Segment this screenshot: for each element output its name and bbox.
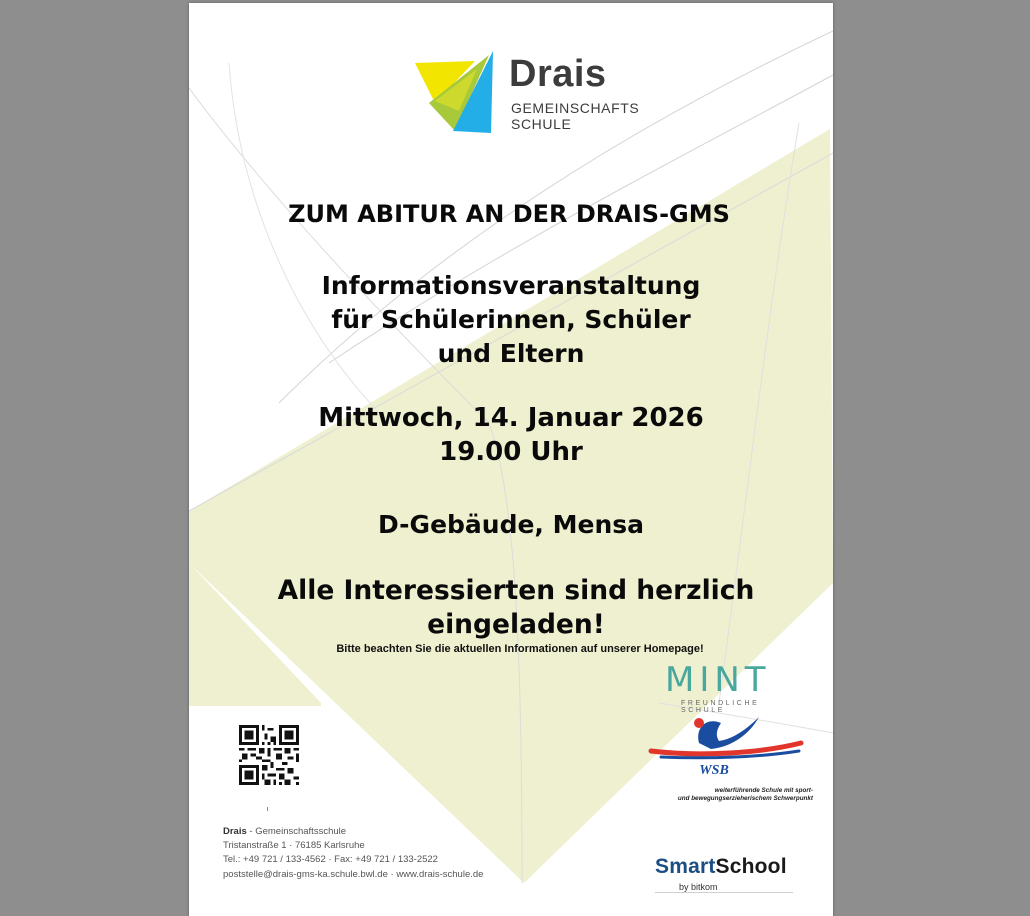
logo-subtitle-2: SCHULE: [511, 116, 572, 132]
mint-logo: [665, 660, 791, 714]
wsb-logo: [641, 713, 811, 808]
smartschool-sub: by bitkom: [679, 882, 718, 892]
time-line: 19.00 Uhr: [439, 436, 583, 467]
qr-code[interactable]: [239, 725, 299, 785]
address-web: poststelle@drais-gms-ka.schule.bwl.de · www.drais-schule.de: [223, 868, 484, 880]
wsb-emblem-icon: [641, 713, 811, 765]
smartschool-word: [655, 855, 787, 879]
smartschool-part-1: Smart: [655, 855, 716, 878]
small-mark: [267, 807, 268, 811]
headline: ZUM ABITUR AN DER DRAIS-GMS: [288, 200, 730, 228]
event-line-3: und Eltern: [437, 339, 585, 368]
school-address: [223, 825, 483, 882]
address-name: [223, 825, 483, 839]
homepage-notice: Bitte beachten Sie die aktuellen Informationen auf unserer Homepage!: [336, 643, 704, 655]
address-phone: Tel.: +49 721 / 133-4562 · Fax: +49 721 / 133-2522: [223, 854, 438, 866]
wsb-tag-line-2: und bewegungserzieherischem Schwerpunkt: [677, 795, 813, 802]
date-line: Mittwoch, 14. Januar 2026: [318, 403, 704, 433]
event-date: [189, 402, 833, 470]
wsb-logo-tagline: [663, 787, 813, 803]
event-title: [189, 269, 833, 371]
poster-page: [189, 3, 833, 916]
address-street: Tristanstraße 1 · 76185 Karlsruhe: [223, 840, 365, 852]
event-line-1: Informationsveranstaltung: [321, 271, 701, 300]
invitation-line-2: eingeladen!: [427, 609, 605, 641]
wsb-tag-line-1: weiterführende Schule mit sport-: [714, 787, 813, 794]
smartschool-logo: [655, 855, 795, 899]
wsb-logo-title: WSB: [699, 763, 729, 778]
invitation: [194, 574, 833, 643]
drais-logo-mark: [415, 51, 507, 136]
logo-name: Drais: [509, 53, 607, 95]
smartschool-divider: [655, 892, 793, 893]
mint-logo-word: MINT: [665, 660, 771, 700]
logo-subtitle-1: GEMEINSCHAFTS: [511, 100, 640, 116]
event-location: D-Gebäude, Mensa: [377, 510, 645, 539]
drais-logo: [415, 51, 655, 136]
smartschool-part-2: School: [715, 855, 787, 878]
invitation-line-1: Alle Interessierten sind herzlich: [277, 575, 755, 606]
address-name-bold: Drais: [223, 826, 247, 837]
mint-logo-subtitle: FREUNDLICHE SCHULE: [681, 700, 760, 714]
event-line-2: für Schülerinnen, Schüler: [331, 305, 691, 334]
address-name-rest: - Gemeinschaftsschule: [246, 826, 347, 837]
